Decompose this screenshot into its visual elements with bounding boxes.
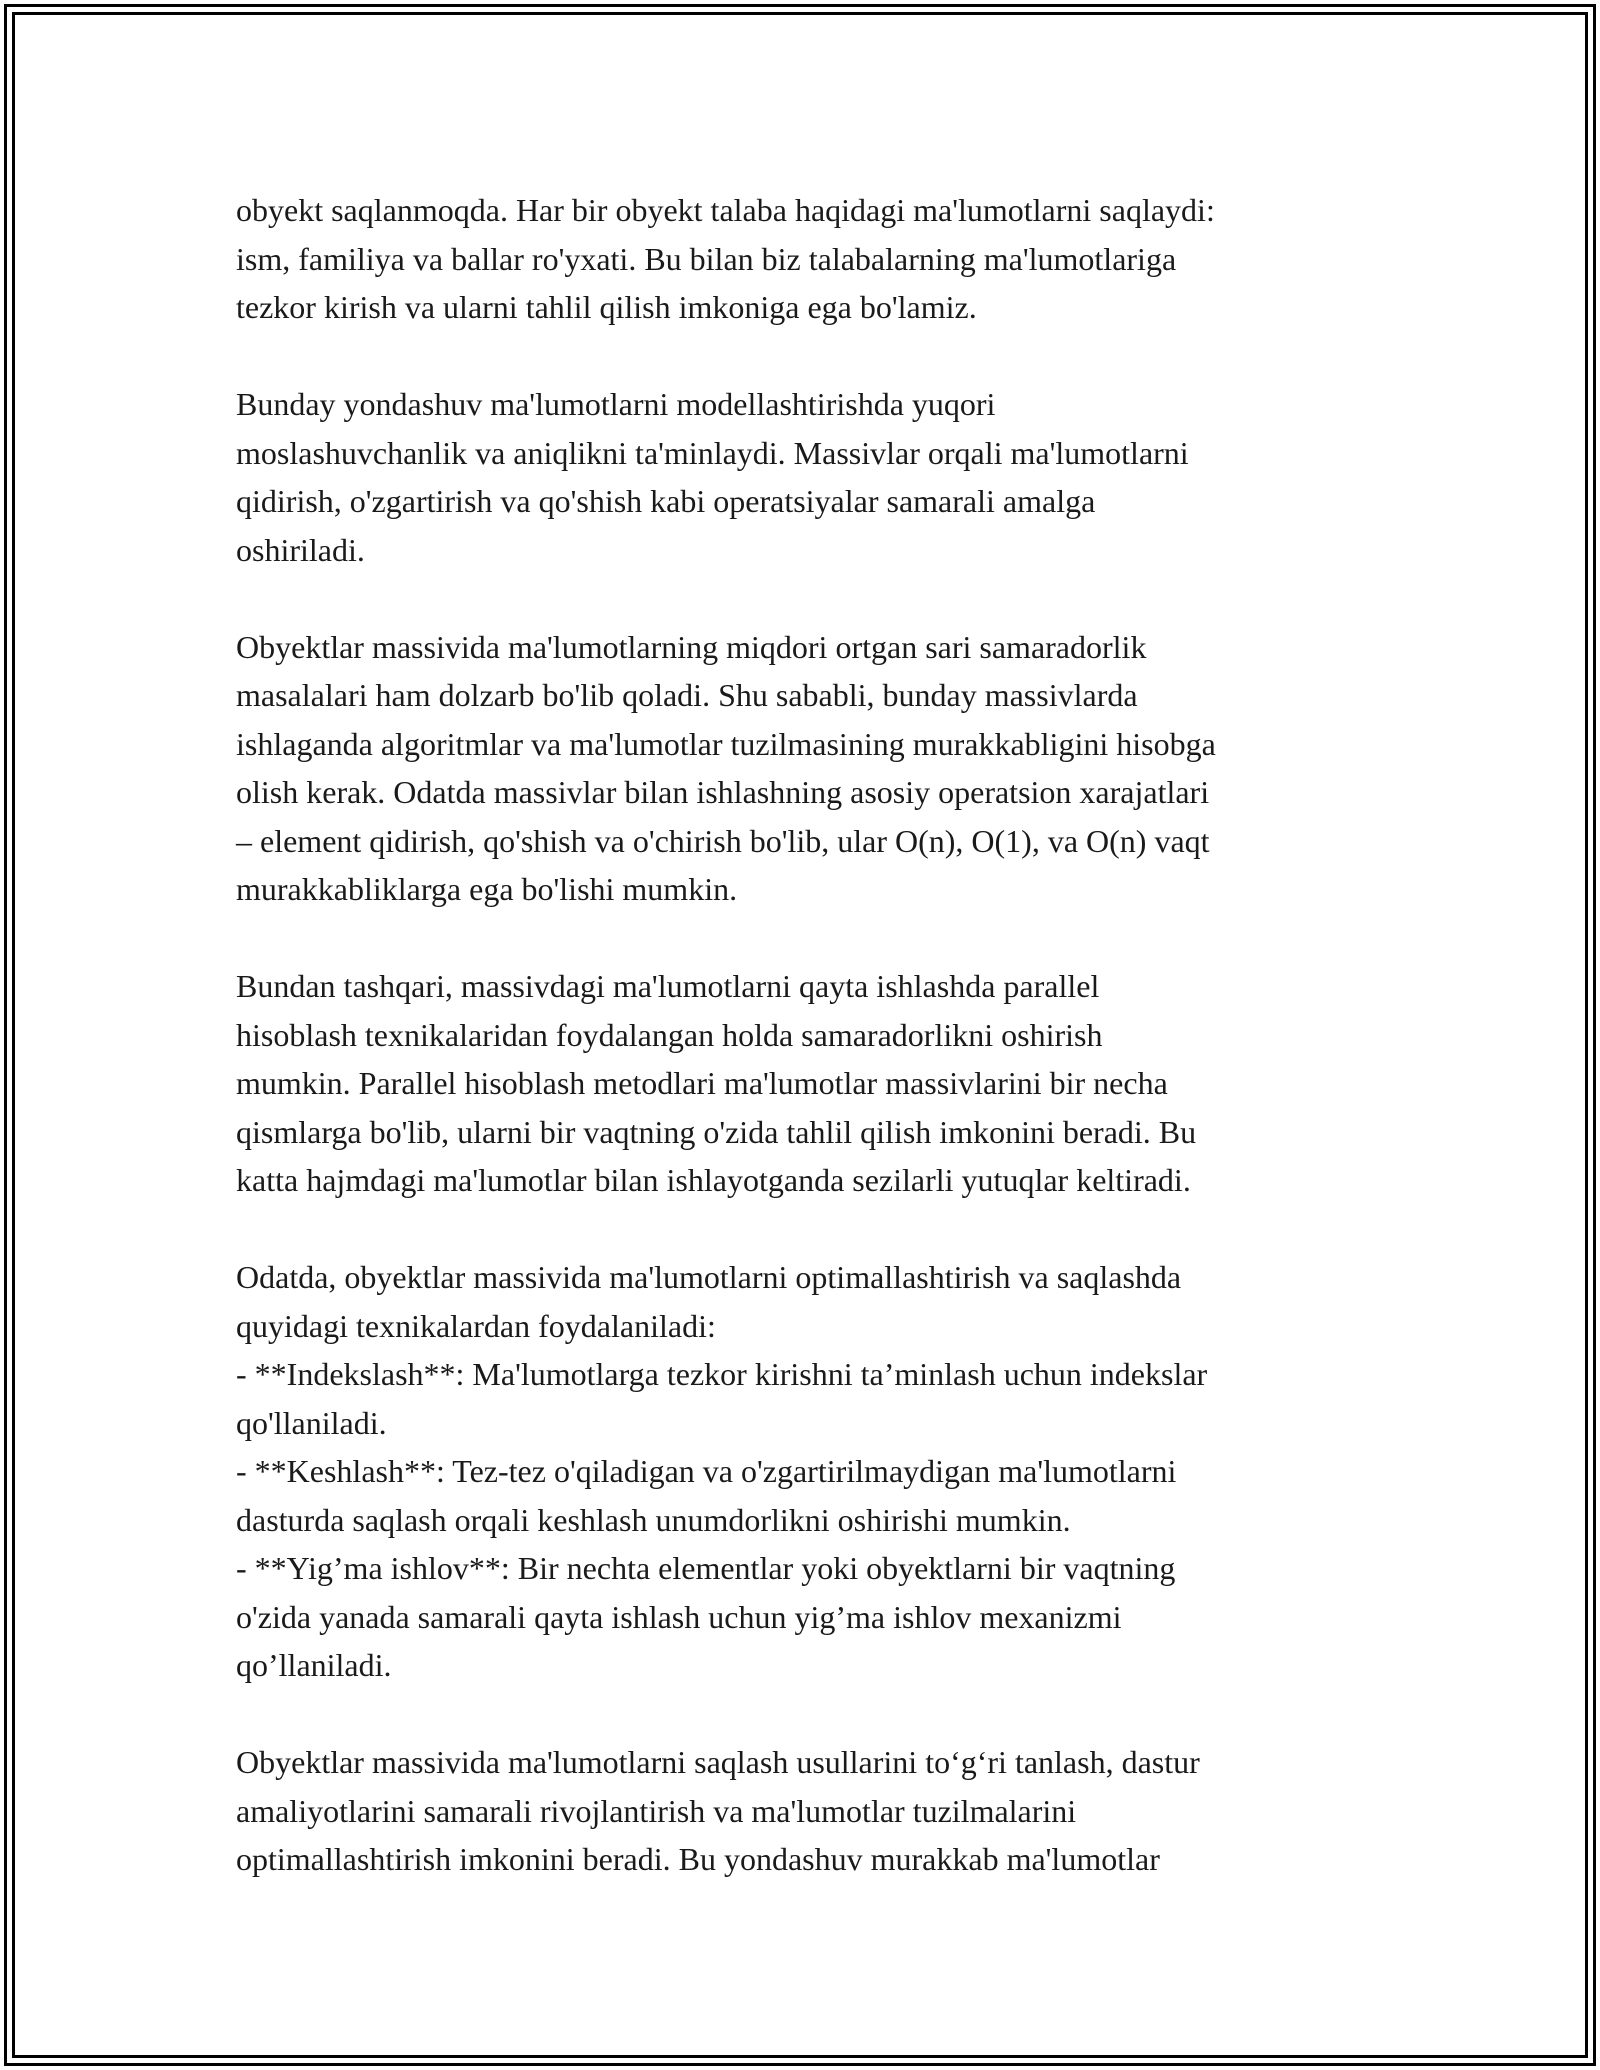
list-item-keshlash: - **Keshlash**: Tez-tez o'qiladigan va o'zgartirilmaydigan ma'lumotlarni bbox=[236, 1453, 1177, 1489]
text-line: qo'llaniladi. bbox=[236, 1404, 387, 1441]
paragraph-5 bbox=[236, 1253, 1386, 1690]
text-line: qidirish, o'zgartirish va qo'shish kabi operatsiyalar samarali amalga bbox=[236, 483, 1096, 519]
text-line: oshiriladi. bbox=[236, 531, 365, 568]
text-line: ishlaganda algoritmlar va ma'lumotlar tuzilmasining murakkabligini hisobga bbox=[236, 725, 1216, 762]
text-line: – element qidirish, qo'shish va o'chirish bo'lib, ular O(n), O(1), va O(n) vaqt bbox=[236, 822, 1210, 859]
text-line: Obyektlar massivida ma'lumotlarni saqlash usullarini to‘g‘ri tanlash, dastur bbox=[236, 1744, 1200, 1780]
text-line: optimallashtirish imkonini beradi. Bu yondashuv murakkab ma'lumotlar bbox=[236, 1841, 1160, 1877]
text-line: Odatda, obyektlar massivida ma'lumotlarni optimallashtirish va saqlashda bbox=[236, 1259, 1182, 1295]
text-line: ism, familiya va ballar ro'yxati. Bu bilan biz talabalarning ma'lumotlariga bbox=[236, 240, 1177, 277]
text-line: quyidagi texnikalardan foydalaniladi: bbox=[236, 1307, 716, 1344]
text-line: amaliyotlarini samarali rivojlantirish va ma'lumotlar tuzilmalarini bbox=[236, 1792, 1077, 1829]
list-item-yigma-ishlov: - **Yig’ma ishlov**: Bir nechta elementlar yoki obyektlarni bir vaqtning bbox=[236, 1550, 1176, 1586]
paragraph-6 bbox=[236, 1738, 1386, 1884]
text-line: qismlarga bo'lib, ularni bir vaqtning o'zida tahlil qilish imkonini beradi. Bu bbox=[236, 1113, 1197, 1150]
text-line: moslashuvchanlik va aniqlikni ta'minlaydi. Massivlar orqali ma'lumotlarni bbox=[236, 434, 1189, 471]
text-line: o'zida yanada samarali qayta ishlash uchun yig’ma ishlov mexanizmi bbox=[236, 1598, 1122, 1635]
paragraph-2 bbox=[236, 380, 1386, 574]
paragraph-1 bbox=[236, 186, 1386, 332]
paragraph-3 bbox=[236, 623, 1386, 914]
paragraph-4 bbox=[236, 962, 1386, 1205]
text-line: olish kerak. Odatda massivlar bilan ishlashning asosiy operatsion xarajatlari bbox=[236, 774, 1210, 810]
text-line: tezkor kirish va ularni tahlil qilish imkoniga ega bo'lamiz. bbox=[236, 289, 977, 325]
text-line: katta hajmdagi ma'lumotlar bilan ishlayotganda sezilarli yutuqlar keltiradi. bbox=[236, 1162, 1191, 1198]
text-line: masalalari ham dolzarb bo'lib qoladi. Shu sababli, bunday massivlarda bbox=[236, 677, 1138, 713]
text-line: hisoblash texnikalaridan foydalangan holda samaradorlikni oshirish bbox=[236, 1016, 1103, 1053]
text-line: Obyektlar massivida ma'lumotlarning miqdori ortgan sari samaradorlik bbox=[236, 628, 1147, 665]
text-line: dasturda saqlash orqali keshlash unumdorlikni oshirishi mumkin. bbox=[236, 1501, 1071, 1538]
page-content bbox=[236, 186, 1386, 1884]
text-line: obyekt saqlanmoqda. Har bir obyekt talaba haqidagi ma'lumotlarni saqlaydi: bbox=[236, 192, 1215, 228]
text-line: qo’llaniladi. bbox=[236, 1647, 392, 1683]
list-item-indekslash: - **Indekslash**: Ma'lumotlarga tezkor kirishni ta’minlash uchun indekslar bbox=[236, 1356, 1208, 1392]
text-line: Bunday yondashuv ma'lumotlarni modellashtirishda yuqori bbox=[236, 386, 996, 422]
text-line: murakkabliklarga ega bo'lishi mumkin. bbox=[236, 871, 738, 907]
text-line: Bundan tashqari, massivdagi ma'lumotlarni qayta ishlashda parallel bbox=[236, 968, 1100, 1004]
text-line: mumkin. Parallel hisoblash metodlari ma'lumotlar massivlarini bir necha bbox=[236, 1065, 1168, 1101]
